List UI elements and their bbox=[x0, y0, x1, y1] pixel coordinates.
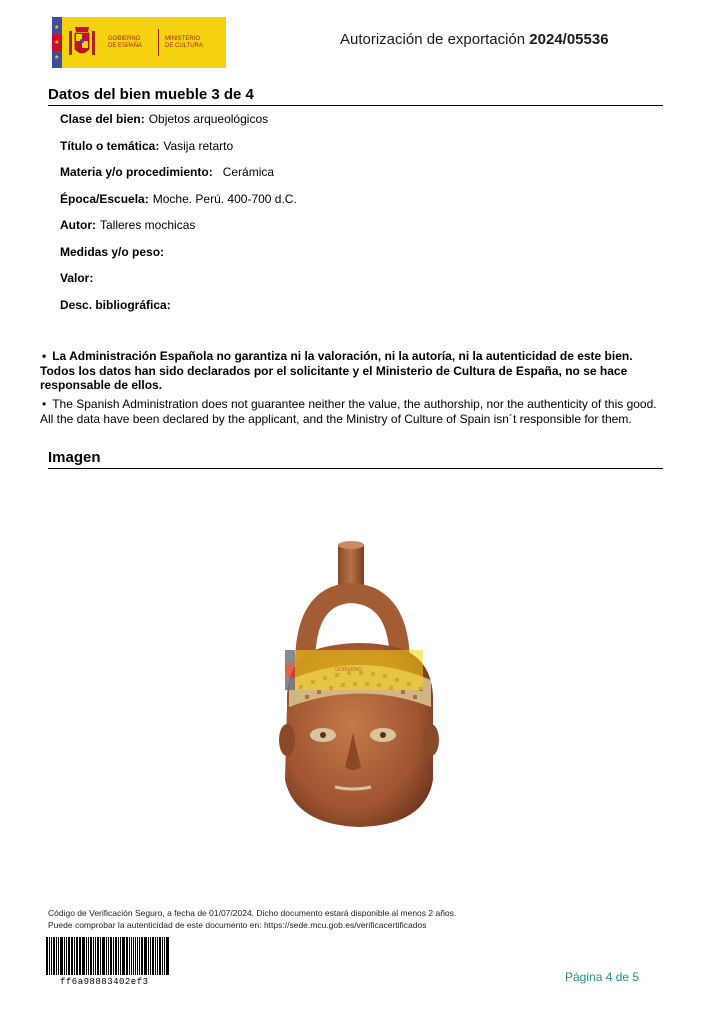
section-title-image: Imagen bbox=[48, 449, 663, 469]
barcode-bar bbox=[82, 937, 85, 975]
barcode-bar bbox=[86, 937, 87, 975]
field-epoch: Época/Escuela: Moche. Perú. 400-700 d.C. bbox=[60, 191, 297, 206]
verification-text: Código de Verificación Seguro, a fecha de 01/07/2024. Dicho documento estará disponible al menos 2 años. Puede comprobar la autenticidad de este documento en: https://sede.mcu.gob.es/verificacertificados bbox=[48, 908, 457, 930]
barcode-bar bbox=[157, 937, 158, 975]
field-value: Valor: bbox=[60, 271, 94, 285]
barcode-bar bbox=[97, 937, 99, 975]
barcode-bar bbox=[74, 937, 75, 975]
barcode-bar bbox=[113, 937, 114, 975]
field-class: Clase del bien: Objetos arqueológicos bbox=[60, 112, 269, 126]
export-authorization-title: Autorización de exportación 2024/05536 bbox=[340, 31, 609, 48]
page-number: Página 4 de 5 bbox=[565, 970, 640, 984]
barcode-bar bbox=[139, 937, 140, 975]
barcode-bar bbox=[53, 937, 55, 975]
barcode-bar bbox=[110, 937, 112, 975]
barcode-bar bbox=[108, 937, 109, 975]
barcode-bar bbox=[71, 937, 73, 975]
field-bibliography: Desc. bibliográfica: bbox=[60, 297, 171, 312]
barcode-bar bbox=[120, 937, 121, 975]
barcode-bar bbox=[68, 937, 70, 975]
barcode-bar bbox=[155, 937, 156, 975]
barcode-bar bbox=[115, 937, 117, 975]
barcode-bar bbox=[122, 937, 125, 975]
barcode-bar bbox=[66, 937, 67, 975]
notice-spanish: • La Administración Española no garantiza ni la valoración, ni la autoría, ni la autenticidad de este bien. Todos los datos han sido declarados por el solicitante y el Ministerio de Cultura de España, no se hace responsable de ellos. bbox=[40, 349, 633, 392]
barcode-bar bbox=[159, 937, 161, 975]
barcode-bar bbox=[79, 937, 81, 975]
barcode-bar bbox=[60, 937, 63, 975]
watermark-logo: GOBIERNO bbox=[285, 650, 423, 690]
barcode-bar bbox=[162, 937, 163, 975]
barcode-bar bbox=[166, 937, 169, 975]
field-author: Autor: Talleres mochicas bbox=[60, 218, 196, 232]
barcode-bar bbox=[56, 937, 57, 975]
logo-government-text: GOBIERNO DE ESPAÑA bbox=[108, 35, 142, 49]
barcode-bar bbox=[46, 937, 48, 975]
barcode-bar bbox=[118, 937, 119, 975]
barcode-bar bbox=[152, 937, 154, 975]
barcode-bar bbox=[135, 937, 137, 975]
barcode-bar bbox=[129, 937, 130, 975]
barcode-bar bbox=[164, 937, 165, 975]
barcode-bar bbox=[49, 937, 50, 975]
barcode-bar bbox=[126, 937, 128, 975]
barcode bbox=[46, 937, 170, 975]
barcode-bar bbox=[106, 937, 107, 975]
field-measurements: Medidas y/o peso: bbox=[60, 244, 165, 259]
barcode-bar bbox=[51, 937, 52, 975]
barcode-bar bbox=[133, 937, 134, 975]
stars-icon: ★ ★ ★ bbox=[54, 24, 60, 61]
barcode-bar bbox=[100, 937, 101, 975]
barcode-bar bbox=[76, 937, 77, 975]
barcode-bar bbox=[90, 937, 92, 975]
barcode-bar bbox=[137, 937, 138, 975]
barcode-bar bbox=[131, 937, 132, 975]
barcode-code: ff6a98883402ef3 bbox=[60, 977, 149, 987]
coat-of-arms-icon bbox=[62, 17, 102, 68]
barcode-bar bbox=[95, 937, 96, 975]
item-fields bbox=[60, 111, 660, 323]
barcode-bar bbox=[141, 937, 143, 975]
section-title-item-data: Datos del bien mueble 3 de 4 bbox=[48, 86, 663, 106]
logo-ministry-text: MINISTERIO DE CULTURA bbox=[165, 35, 203, 49]
barcode-bar bbox=[150, 937, 151, 975]
barcode-bar bbox=[144, 937, 147, 975]
field-material: Materia y/o procedimiento: Cerámica bbox=[60, 165, 275, 179]
barcode-bar bbox=[93, 937, 94, 975]
barcode-bar bbox=[88, 937, 89, 975]
barcode-bar bbox=[64, 937, 65, 975]
barcode-bar bbox=[58, 937, 59, 975]
field-title: Título o temática: Vasija retarto bbox=[60, 138, 234, 153]
barcode-bar bbox=[148, 937, 149, 975]
notice-english: • The Spanish Administration does not guarantee neither the value, the authorship, nor the authenticity of this good. All the data have been declared by the applicant, and the Ministry of Culture of Spain isn´t responsible for them. bbox=[40, 397, 657, 426]
government-logo bbox=[52, 17, 226, 68]
barcode-bar bbox=[102, 937, 105, 975]
barcode-bar bbox=[77, 937, 78, 975]
